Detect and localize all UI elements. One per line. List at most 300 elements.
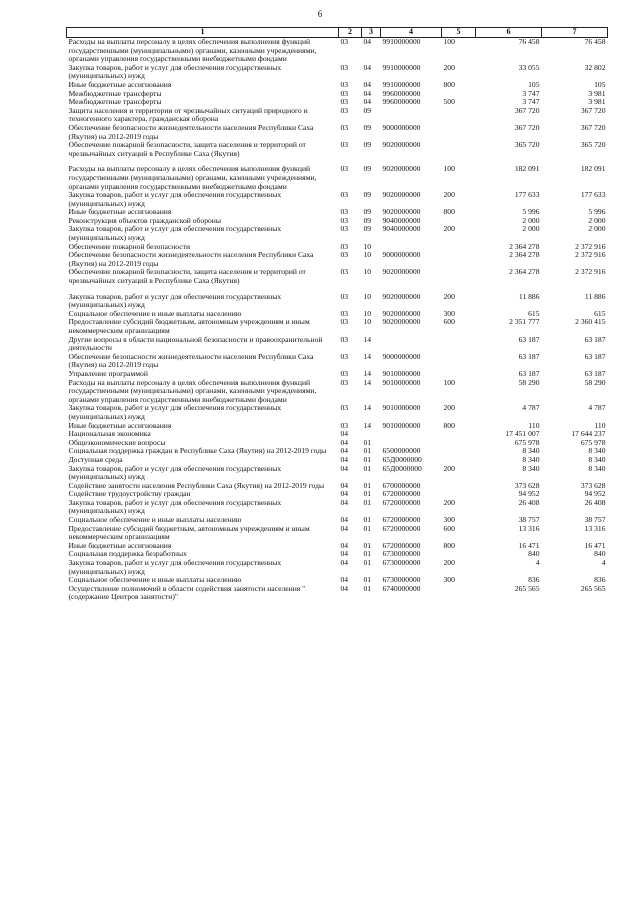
section-code-cell: 04 [340,575,349,585]
amount-year2-cell: 177 633 [580,190,606,200]
table-row [67,525,608,542]
subsection-code-cell: 04 [363,79,372,89]
subsection-code-cell: 10 [363,250,372,260]
subsection-code-cell: 01 [363,540,372,550]
amount-year1-cell: 4 787 [522,403,540,413]
subsection-code-cell: 10 [363,241,372,251]
target-article-cell: 9020000000 [382,140,421,150]
subsection-code-cell: 09 [363,164,372,174]
section-code-cell: 04 [340,558,349,568]
amount-year2-cell: 3 981 [588,88,606,98]
amount-year1-cell: 63 187 [518,368,540,378]
table-row [67,107,608,124]
subsection-code-cell: 01 [363,523,372,533]
expense-type-cell: 600 [443,317,455,327]
amount-year1-cell: 94 952 [518,489,540,499]
amount-year2-cell: 11 886 [584,291,606,301]
subsection-code-cell: 14 [363,351,372,361]
expense-type-cell: 100 [443,37,455,46]
subsection-code-cell: 01 [363,489,372,499]
section-code-cell: 04 [340,540,349,550]
amount-year1-cell: 63 187 [518,351,540,361]
row-name-cell: Межбюджетные трансферты [68,97,162,107]
expense-type-cell [442,251,476,268]
row-name-cell: Предоставление субсидий бюджетным, автономным учреждениям и иным некоммерческим организациям [68,523,310,542]
target-article-cell [381,107,442,124]
row-name-cell: Обеспечение безопасности жизнедеятельности населения Республики Саха (Якутия) на 2012-2019 годы [68,122,314,141]
section-code-cell: 04 [340,429,349,439]
row-name-cell: Расходы на выплаты персоналу в целях обеспечения выполнения функций государственными (муниципальными) органами, казенными учреждениями, органами управления государственными внебюджетными фондами [68,37,317,64]
section-code-cell: 04 [340,489,349,499]
column-header-2: 2 [339,28,362,38]
subsection-code-cell: 01 [363,437,372,447]
expense-type-cell [442,439,476,448]
table-header [67,28,608,38]
row-name-cell: Социальное обеспечение и иные выплаты населению [68,308,242,318]
amount-year1-cell: 13 316 [518,523,540,533]
expense-type-cell: 300 [443,515,455,525]
subsection-code-cell: 04 [363,62,372,72]
target-article-cell [381,336,442,353]
expense-type-cell: 800 [443,540,455,550]
expense-type-cell: 800 [443,420,455,430]
subsection-code-cell: 01 [363,558,372,568]
expense-type-cell: 200 [443,558,455,568]
amount-year1-cell: 8 340 [522,454,540,464]
row-name-cell: Закупка товаров, работ и услуг для обеспечения государственных (муниципальных) нужд [68,558,282,576]
table-row [67,336,608,353]
amount-year2-cell: 2 372 916 [575,241,606,251]
amount-year2-cell: 615 [594,308,606,318]
target-article-cell: 9020000000 [382,207,421,217]
table-row [67,465,608,482]
amount-year2-cell: 26 408 [584,497,606,507]
section-code-cell: 03 [340,215,349,225]
section-code-cell: 03 [340,420,349,430]
subsection-code-cell: 09 [363,122,372,132]
amount-year1-cell: 2 351 777 [509,317,540,327]
amount-year2-cell: 4 [601,558,606,568]
target-article-cell: 9020000000 [382,291,421,301]
amount-year2-cell: 5 996 [588,207,606,217]
amount-year2-cell: 2 000 [588,224,606,234]
table-row [67,379,608,405]
amount-year2-cell: 182 091 [580,164,606,174]
amount-year1-cell: 615 [528,308,540,318]
row-name-cell: Реконструкция объектов гражданской обороны [68,215,221,225]
amount-year1-cell: 58 290 [518,377,540,387]
expense-type-cell [442,336,476,353]
amount-year1-cell: 836 [528,575,540,585]
table-row [67,225,608,242]
section-code-cell: 03 [340,105,349,115]
amount-year2-cell: 2 000 [588,215,606,225]
amount-year2-cell: 3 981 [588,97,606,107]
expense-type-cell [442,482,476,491]
row-name-cell: Закупка товаров, работ и услуг для обеспечения государственных (муниципальных) нужд [68,403,282,421]
target-article-cell: 65Д0000000 [382,454,422,464]
subsection-code-cell: 10 [363,291,372,301]
section-code-cell: 03 [340,317,349,327]
amount-year2-cell: 63 187 [584,334,606,344]
amount-year2-cell: 2 372 916 [575,267,606,277]
amount-year1-cell: 63 187 [518,334,540,344]
subsection-code-cell: 09 [363,224,372,234]
target-article-cell: 9020000000 [382,164,421,174]
expense-type-cell: 200 [443,497,455,507]
target-article-cell: 9910000000 [382,37,421,46]
row-name-cell: Закупка товаров, работ и услуг для обеспечения государственных (муниципальных) нужд [68,62,282,81]
amount-year1-cell: 367 720 [514,122,540,132]
amount-year2-cell: 63 187 [584,368,606,378]
subsection-code-cell: 01 [363,583,372,593]
amount-year2-cell: 4 787 [588,403,606,413]
target-article-cell: 9960000000 [382,97,421,107]
amount-year1-cell: 177 633 [514,190,540,200]
amount-year2-cell: 2 360 415 [575,317,606,327]
target-article-cell: 9910000000 [382,79,421,89]
section-code-cell: 03 [340,224,349,234]
row-name-cell: Расходы на выплаты персоналу в целях обеспечения выполнения функций государственными (муниципальными) органами, казенными учреждениями, органами управления государственными внебюджетными фондами [68,377,317,404]
amount-year2-cell: 32 802 [584,62,606,72]
target-article-cell: 6720000000 [382,523,421,533]
section-code-cell: 04 [340,549,349,559]
amount-year2-cell: 110 [594,420,606,430]
section-code-cell: 03 [340,207,349,217]
target-article-cell: 9910000000 [382,62,421,72]
target-article-cell: 65Д0000000 [382,463,422,473]
section-code-cell: 04 [340,437,349,447]
amount-year2-cell: 265 565 [580,583,606,593]
amount-year1-cell: 110 [528,420,540,430]
expense-type-cell: 200 [443,463,455,473]
section-code-cell: 04 [340,480,349,490]
row-name-cell: Социальная поддержка граждан в Республике Саха (Якутия) на 2012-2019 годы [68,446,327,456]
row-name-cell: Обеспечение пожарной безопасности, защита населения и территорий от чрезвычайных ситуаций в Республике Саха (Якутия) [68,267,306,286]
amount-year2-cell: 38 757 [584,515,606,525]
amount-year2-cell: 8 340 [588,454,606,464]
amount-year1-cell: 16 471 [518,540,540,550]
expense-type-cell [442,447,476,456]
expense-type-cell: 200 [443,291,455,301]
amount-year1-cell: 17 451 007 [505,429,540,439]
target-article-cell: 9960000000 [382,88,421,98]
table-row [67,268,608,285]
amount-year2-cell: 63 187 [584,351,606,361]
amount-year2-cell: 367 720 [580,105,606,115]
row-name-cell: Обеспечение безопасности жизнедеятельности населения Республики Саха (Якутия) на 2012-2019 годы [68,250,314,268]
row-name-cell: Социальная поддержка безработных [68,549,187,559]
section-code-cell: 03 [340,62,349,72]
amount-year2-cell: 16 471 [584,540,606,550]
row-name-cell: Иные бюджетные ассигнования [68,207,172,217]
target-article-cell: 6730000000 [382,575,421,585]
table-row [67,559,608,576]
amount-year2-cell: 840 [594,549,606,559]
expense-type-cell [442,141,476,158]
column-header-7: 7 [542,28,608,38]
table-row [67,318,608,335]
expense-type-cell: 300 [443,308,455,318]
amount-year1-cell: 76 458 [518,37,540,46]
target-article-cell: 9010000000 [382,368,421,378]
section-code-cell: 03 [340,241,349,251]
target-article-cell: 6740000000 [382,583,421,593]
expense-type-cell: 800 [443,207,455,217]
expense-type-cell: 200 [443,62,455,72]
expense-type-cell: 200 [443,403,455,413]
section-code-cell: 04 [340,454,349,464]
section-code-cell: 03 [340,403,349,413]
budget-table [66,27,608,602]
amount-year2-cell: 17 644 237 [571,429,606,439]
target-article-cell: 6700000000 [382,480,421,490]
expense-type-cell [442,430,476,439]
table-body [67,38,608,603]
subsection-code-cell: 09 [363,207,372,217]
table-row [67,404,608,421]
section-code-cell: 03 [340,368,349,378]
target-article-cell: 9010000000 [382,403,421,413]
target-article-cell: 6720000000 [382,540,421,550]
amount-year1-cell: 38 757 [518,515,540,525]
amount-year1-cell: 2 364 278 [509,241,540,251]
expense-type-cell: 300 [443,575,455,585]
section-code-cell: 03 [340,140,349,150]
amount-year2-cell: 367 720 [580,122,606,132]
row-name-cell: Закупка товаров, работ и услуг для обеспечения государственных (муниципальных) нужд [68,291,282,310]
row-name-cell: Национальная экономика [68,429,151,439]
subsection-code-cell: 14 [363,420,372,430]
subsection-code-cell: 10 [363,267,372,277]
amount-year1-cell: 265 565 [514,583,540,593]
row-name-cell: Предоставление субсидий бюджетным, автономным учреждениям и иным некоммерческим организациям [68,317,310,335]
column-header-3: 3 [362,28,381,38]
subsection-code-cell: 09 [363,140,372,150]
target-article-cell: 6720000000 [382,489,421,499]
amount-year1-cell: 4 [535,558,540,568]
amount-year2-cell: 365 720 [580,140,606,150]
table-row [67,499,608,516]
amount-year1-cell: 367 720 [514,105,540,115]
target-article-cell: 6730000000 [382,558,421,568]
row-name-cell: Закупка товаров, работ и услуг для обеспечения государственных (муниципальных) нужд [68,190,282,208]
subsection-code-cell: 01 [363,454,372,464]
amount-year2-cell: 76 458 [584,37,606,46]
amount-year1-cell: 365 720 [514,140,540,150]
table-row [67,286,608,310]
target-article-cell: 9020000000 [382,267,421,277]
expense-type-cell: 200 [443,190,455,200]
amount-year2-cell: 836 [594,575,606,585]
target-article-cell: 9040000000 [382,215,421,225]
subsection-code-cell: 14 [363,368,372,378]
table-row [67,585,608,602]
subsection-code-cell: 10 [363,308,372,318]
amount-year1-cell: 11 886 [518,291,540,301]
row-name-cell: Содействие занятости населения Республики Саха (Якутия) на 2012-2019 годы [68,480,325,490]
amount-year2-cell: 105 [594,79,606,89]
subsection-code-cell: 09 [363,215,372,225]
row-name-cell: Управление программой [68,368,148,378]
section-code-cell: 03 [340,190,349,200]
expense-type-cell: 100 [443,377,455,387]
expense-type-cell: 600 [443,523,455,533]
row-name-cell: Закупка товаров, работ и услуг для обеспечения государственных (муниципальных) нужд [68,224,282,243]
column-header-1: 1 [67,28,339,38]
amount-year2-cell: 94 952 [584,489,606,499]
row-name-cell: Содействие трудоустройству граждан [68,489,191,499]
expense-type-cell [442,107,476,124]
amount-year1-cell: 5 996 [522,207,540,217]
row-name-cell: Обеспечение безопасности жизнедеятельности населения Республики Саха (Якутия) на 2012-2019 годы [68,351,314,370]
amount-year2-cell: 8 340 [588,446,606,456]
table-row [67,38,608,64]
section-code-cell: 04 [340,446,349,456]
amount-year1-cell: 105 [528,79,540,89]
subsection-code-cell: 14 [363,377,372,387]
target-article-cell: 9020000000 [382,190,421,200]
amount-year1-cell: 3 747 [522,97,540,107]
table-row [67,251,608,268]
section-code-cell: 03 [340,250,349,260]
table-row [67,191,608,208]
expense-type-cell: 200 [443,224,455,234]
row-name-cell: Общеэкономические вопросы [68,437,166,447]
section-code-cell: 03 [340,334,349,344]
subsection-code-cell: 01 [363,575,372,585]
section-code-cell: 03 [340,377,349,387]
row-name-cell: Иные бюджетные ассигнования [68,540,172,550]
target-article-cell: 9010000000 [382,420,421,430]
target-article-cell: 9040000000 [382,224,421,234]
row-name-cell: Расходы на выплаты персоналу в целях обеспечения выполнения функций государственными (муниципальными) органами, казенными учреждениями, органами управления государственными внебюджетными фондами [68,164,317,191]
section-code-cell: 04 [340,463,349,473]
column-header-6: 6 [476,28,542,38]
subsection-code-cell: 09 [363,190,372,200]
table-row [67,353,608,370]
section-code-cell: 03 [340,164,349,174]
section-code-cell: 03 [340,88,349,98]
amount-year1-cell: 373 628 [514,480,540,490]
target-article-cell: 6500000000 [382,446,421,456]
target-article-cell [381,430,442,439]
section-code-cell: 04 [340,497,349,507]
subsection-code-cell: 04 [363,37,372,46]
column-header-5: 5 [442,28,476,38]
target-article-cell: 6720000000 [382,515,421,525]
amount-year1-cell: 2 000 [522,224,540,234]
row-name-cell: Осуществление полномочий в области содействия занятости населения "(содержание Центров занятости)" [68,583,306,602]
subsection-code-cell: 04 [363,88,372,98]
row-name-cell: Закупка товаров, работ и услуг для обеспечения государственных (муниципальных) нужд [68,463,282,482]
section-code-cell: 04 [340,523,349,533]
subsection-code-cell: 01 [363,463,372,473]
target-article-cell: 9000000000 [382,122,421,132]
amount-year2-cell: 373 628 [580,480,606,490]
subsection-code-cell: 04 [363,97,372,107]
section-code-cell: 03 [340,122,349,132]
subsection-code-cell: 01 [363,446,372,456]
row-name-cell: Иные бюджетные ассигнования [68,79,172,89]
subsection-code-cell: 01 [363,497,372,507]
subsection-code-cell: 14 [363,334,372,344]
amount-year1-cell: 8 340 [522,446,540,456]
section-code-cell: 03 [340,308,349,318]
row-name-cell: Социальное обеспечение и иные выплаты населению [68,515,242,525]
section-code-cell: 03 [340,267,349,277]
expense-type-cell [442,243,476,252]
target-article-cell: 6730000000 [382,549,421,559]
amount-year1-cell: 33 055 [518,62,540,72]
row-name-cell: Обеспечение пожарной безопасности [68,241,191,251]
amount-year1-cell: 2 364 278 [509,250,540,260]
amount-year2-cell: 675 978 [580,437,606,447]
amount-year1-cell: 182 091 [514,164,540,174]
target-article-cell: 9020000000 [382,308,421,318]
expense-type-cell [442,124,476,141]
amount-year1-cell: 2 364 278 [509,267,540,277]
section-code-cell: 03 [340,97,349,107]
column-header-4: 4 [381,28,442,38]
row-name-cell: Другие вопросы в области национальной безопасности и правоохранительной деятельности [68,334,323,353]
row-name-cell: Обеспечение пожарной безопасности, защита населения и территорий от чрезвычайных ситуаций в Республике Саха (Якутия) [68,140,306,158]
table-row [67,124,608,141]
section-code-cell: 04 [340,515,349,525]
section-code-cell: 03 [340,351,349,361]
expense-type-cell [442,353,476,370]
amount-year2-cell: 58 290 [584,377,606,387]
expense-type-cell: 100 [443,164,455,174]
page-number: 6 [317,9,323,19]
target-article-cell: 9000000000 [382,351,421,361]
section-code-cell: 03 [340,79,349,89]
amount-year1-cell: 675 978 [514,437,540,447]
target-article-cell: 9020000000 [382,317,421,327]
row-name-cell: Защита населения и территории от чрезвычайных ситуаций природного и техногенного характера, гражданская оборона [68,105,308,124]
row-name-cell: Иные бюджетные ассигнования [68,420,172,430]
subsection-code-cell: 10 [363,317,372,327]
row-name-cell: Межбюджетные трансферты [68,88,162,98]
expense-type-cell [442,268,476,285]
row-name-cell: Закупка товаров, работ и услуг для обеспечения государственных (муниципальных) нужд [68,497,282,516]
subsection-code-cell: 01 [363,480,372,490]
subsection-code-cell: 01 [363,549,372,559]
row-name-cell: Социальное обеспечение и иные выплаты населению [68,575,242,585]
table-row [67,141,608,158]
table-row [67,158,608,191]
row-name-cell: Доступная среда [68,454,123,464]
amount-year1-cell: 8 340 [522,463,540,473]
amount-year1-cell: 3 747 [522,88,540,98]
amount-year1-cell: 840 [528,549,540,559]
amount-year2-cell: 2 372 916 [575,250,606,260]
amount-year1-cell: 2 000 [522,215,540,225]
subsection-code-cell: 09 [363,105,372,115]
expense-type-cell [442,585,476,602]
section-code-cell: 03 [340,291,349,301]
target-article-cell: 9000000000 [382,250,421,260]
amount-year2-cell: 13 316 [584,523,606,533]
section-code-cell: 03 [340,37,349,46]
target-article-cell: 6720000000 [382,497,421,507]
table-row [67,64,608,81]
amount-year1-cell: 26 408 [518,497,540,507]
target-article-cell: 9010000000 [382,377,421,387]
amount-year2-cell: 8 340 [588,463,606,473]
subsection-code-cell: 14 [363,403,372,413]
section-code-cell: 04 [340,583,349,593]
